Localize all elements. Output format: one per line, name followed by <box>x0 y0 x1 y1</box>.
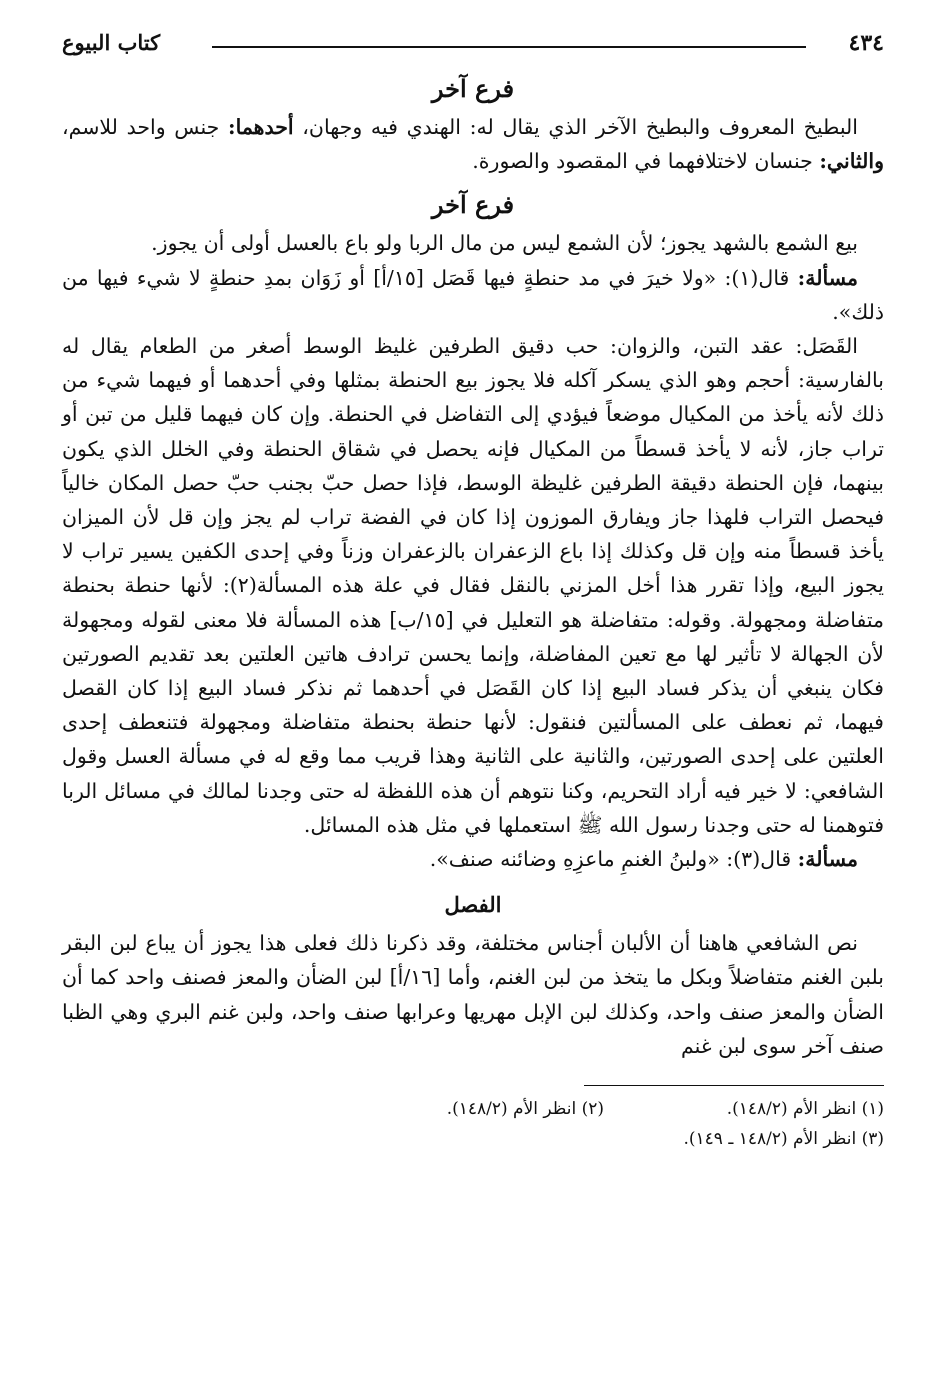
mas-ala-label: مسألة: <box>797 265 858 290</box>
book-page <box>62 28 884 1154</box>
paragraph-text: قال(٣): «ولبنُ الغنمِ ماعزِهِ وضائنه صنف». <box>429 847 792 872</box>
paragraph <box>62 842 884 876</box>
mas-ala-label: مسألة: <box>797 847 858 872</box>
footnote-row <box>62 1124 884 1154</box>
page-number: ٤٣٤ <box>848 30 884 56</box>
section-heading: فرع آخر <box>431 74 515 103</box>
paragraph-text: البطيخ المعروف والبطيخ الآخر الذي يقال له: الهندي فيه وجهان، أحدهما: جنس واحد للاسم، والثاني: جنسان لاختلافهما في المقصود والصورة. <box>62 115 884 174</box>
paragraph-text: نص الشافعي هاهنا أن الألبان أجناس مختلفة، وقد ذكرنا ذلك فعلى هذا يجوز أن يباع لبن البقر بلبن الغنم متفاضلاً وبكل ما يتخذ من لبن الغنم، وأما [١٦/أ] لبن الضأن والمعز فصنف واحد كما أن الضأن والمعز صنف واحد، وكذلك لبن الإبل مهريها وعرابها صنف واحد، ولبن غنم البري وهي الظبا صنف آخر سوى لبن غنم <box>62 931 884 1058</box>
footnote-1: (١) انظر الأم (١٤٨/٢). <box>726 1099 884 1120</box>
paragraph <box>62 261 884 329</box>
paragraph-text: بيع الشمع بالشهد يجوز؛ لأن الشمع ليس من مال الربا ولو باع بالعسل أولى أن يجوز. <box>151 231 858 256</box>
paragraph <box>62 329 884 842</box>
section-heading: فرع آخر <box>431 190 515 220</box>
paragraph <box>62 110 884 178</box>
book-title: كتاب البيوع <box>62 30 161 55</box>
paragraph-text: قال(١): «ولا خيرَ في مد حنطةٍ فيها قَصَل [١٥/أ] أو زَوَان بمدِ حنطةٍ لا شيء فيها من ذلك». <box>62 265 884 324</box>
running-header <box>62 28 884 62</box>
paragraph <box>62 226 884 260</box>
footnote-rule <box>584 1085 884 1086</box>
paragraph <box>62 926 884 1063</box>
bold-term: والثاني: <box>819 149 884 174</box>
paragraph-text: القَصَل: عقد التبن، والزوان: حب دقيق الطرفين غليظ الوسط أصغر من الطعام يقال له بالفارسية: أحجم وهو الذي يسكر آكله فلا يجوز بيع الحنطة بمثلها وفي أحدهما أو فيهما شيء من ذلك لأنه يأخذ من المكيال موضعاً فيؤدي إلى التفاضل في الحنطة. وإن كان فيهما قليل من تبن أو تراب جاز، لأنه لا يأخذ قسطاً من المكيال فإنه يحصل في شقاق الحنطة وفي الخلل الذي يكون بينهما، فإن الحنطة دقيقة الطرفين غليظة الوسط، فإذا حصل حبّ بجنب حبّ حصل المكان خالياً فيحصل التراب فلهذا جاز ويفارق الموزون إذا كان في الفضة تراب لم يجز وإن قل لأن الميزان يأخذ قسطاً منه وإن قل وكذلك إذا باع الزعفران بالزعفران وزناً وفي إحدى الكفين يسير تراب لا يجوز البيع، وإذا تقرر هذا أخل المزني بالنقل فقال في علة هذه المسألة(٢): لأنها حنطة بحنطة متفاضلة ومجهولة. وقوله: متفاضلة هو التعليل في [١٥/ب] هذه المسألة فلا معنى لقوله ومجهولة لأن الجهالة لا تأثير لها مع تعين المفاضلة، وإنما يحسن ترادف هاتين العلتين بعد تقديم الصورتين فكان ينبغي أن يذكر فساد البيع إذا كان القَصَل في أحدهما ثم نذكر فساد البيع إذا كان القصل فيهما، ثم نعطف على المسألتين فنقول: لأنها حنطة بحنطة متفاضلة ومجهولة فتنعطف إحدى العلتين على إحدى الصورتين، والثانية على الثانية وهذا قريب مما وقع له في مسألة العسل وقول الشافعي: لا خير فيه أراد التحريم، وكنا نتوهم أن هذه اللفظة له حتى وجدنا لمالك في مسائل الربا فتوهمنا له حتى وجدنا رسول الله ﷺ استعملها في مثل هذه المسائل. <box>62 334 884 837</box>
section-heading: الفصل <box>444 892 502 918</box>
bold-term: أحدهما: <box>228 115 294 139</box>
footnote-row <box>62 1094 884 1124</box>
footnote-3: (٣) انظر الأم (١٤٨/٢ ـ ١٤٩). <box>683 1129 884 1150</box>
header-rule <box>212 46 806 48</box>
footnotes <box>62 1094 884 1154</box>
footnote-2: (٢) انظر الأم (١٤٨/٢). <box>446 1099 604 1120</box>
